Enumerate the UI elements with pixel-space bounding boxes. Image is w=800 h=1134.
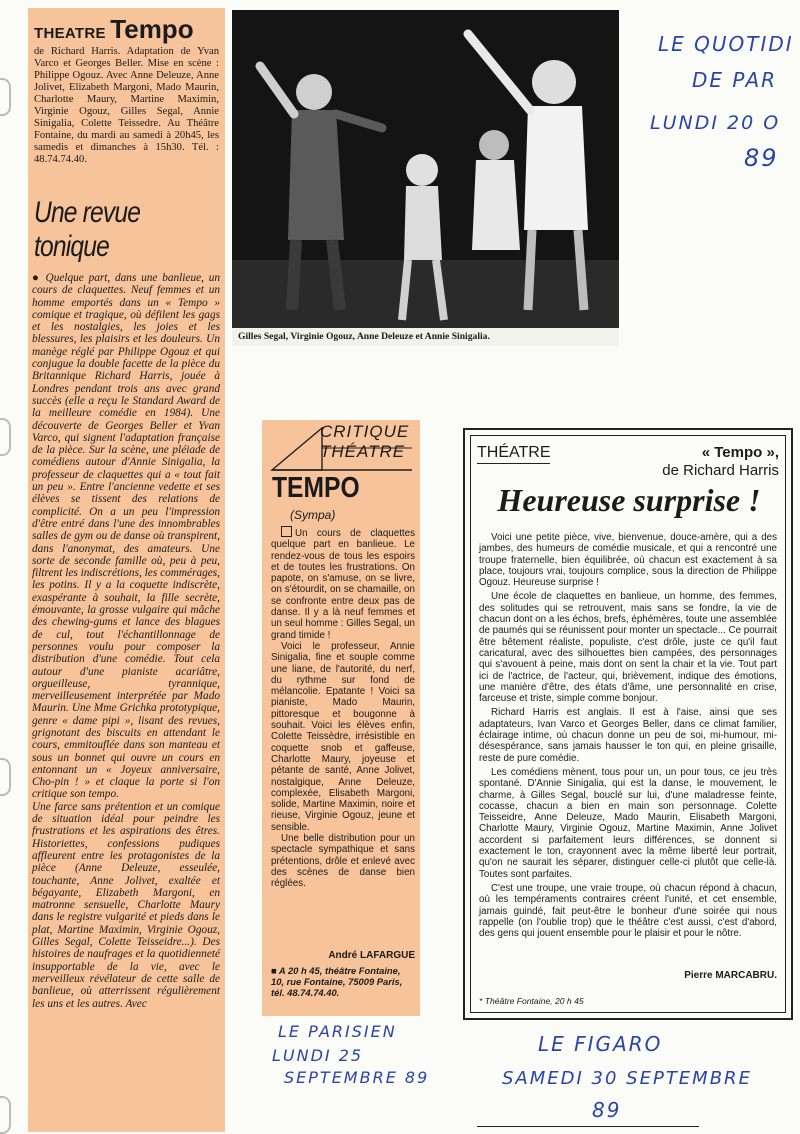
byline: de Richard Harris [662,462,779,479]
handwritten-note: SAMEDI 30 SEPTEMBRE [502,1068,752,1089]
play-title: « Tempo », [701,444,779,461]
clipping-parisien [262,420,420,1016]
article-paragraph: Voici le professeur, Annie Sinigalia, fine et souple comme une liane, de l'autorité, du nerf, du rythme sur fond de mélancolie. Epatante ! Voici sa pianiste, Mado Maurin, pittoresque et bougonne à souhait. Voici les élèves enfin, Colette Teissèdre, irrésistible en coquette snob et gaffeuse, Charlotte Maury, joyeuse et pétante de santé, Anne Jolivet, nostalgique, Anne Deleuze, complexée, Elisabeth Margoni, solide, Martine Maximin, noire et rieuse, Virginie Ogouz, jeune et sensible. [271,640,415,833]
article-paragraph: Une école de claquettes en banlieue, un homme, des femmes, des solitudes qui se retrouvent, mais sans se fondre, la vie de chacun dont on a les échos, brefs, éphémères, toute une assemblée de paumés qui se réunissent pour monter un spectacle... Ce pourrait être bêtement réaliste, populiste, c'est drôle, juste ce qu'il faut caricatural, avec des silhouettes bien campées, des personnages qui s'avouent à peine, mais dont on sent la chair et la vie. Tout part ici de l'actrice, de l'acteur, qui, brièvement, indique des émotions, une manière d'être, des états d'âme, une personnalité en crise, farceuse et triste, simple comme bonjour. [479,591,777,705]
section-label: THEATRE [34,25,106,42]
handwritten-note: LE QUOTIDI [658,32,794,56]
article-paragraph: Les comédiens mènent, tous pour un, un pour tous, ce jeu très spontané. D'Annie Sinigalia, qui est la danse, le mouvement, le charme, à Gilles Segal, bouclé sur lui, d'une maladresse feinte, cocasse, chacun a bien en main son personnage. Colette Teisseidre, Anne Deleuze, Mado Maurin, Elisabeth Margoni, Charlotte Maury, Virginie Ogouz, Martine Maximin, Anne Jolivet accordent si parfaitement leurs différences, se donnent si exactement le ton, crayonnent avec la même liberté leur portrait, qu'on ne saurait les séparer, distinguer celle-ci plutôt que celle-là. Toutes sont parfaites. [479,766,777,880]
kicker-critique: CRITIQUE [320,422,410,441]
stage-photo [232,10,619,346]
handwritten-note: SEPTEMBRE 89 [284,1068,430,1087]
author-name: André LAFARGUE [328,950,415,961]
binder-hole-mark [0,418,11,456]
photo-caption: Gilles Segal, Virginie Ogouz, Anne Deleuze et Annie Sinigalia. [232,328,619,346]
stage-photo-image [232,10,619,328]
binder-hole-mark [0,78,11,116]
handwritten-note: LE PARISIEN [278,1022,397,1041]
play-title: TEMPO [272,472,360,504]
binder-hole-mark [0,1096,11,1134]
square-bullet-icon [281,526,292,537]
article-body [479,532,777,942]
article-paragraph: Une belle distribution pour un spectacle sympathique et sans prétentions, drôle et enlevé avec des scènes de danse bien réglées. [271,833,415,890]
section-label: THÉATRE [477,444,550,464]
venue-footer: * Théâtre Fontaine, 20 h 45 [479,996,584,1006]
article-paragraph: C'est une troupe, une vraie troupe, où chacun répond à chacun, où les tempéraments contraires créent l'unité, et cet ensemble, jamais guindé, fait peut-être le bonheur d'une soirée qui nous rappelle (on l'oublie trop) que le théâtre c'est aussi, c'est d'abord, des gens qui jouent ensemble pour le plaisir et pour le nôtre. [479,882,777,940]
article-headline: Heureuse surprise ! [497,482,761,518]
handwritten-note: LUNDI 20 O [650,112,781,134]
kicker-theatre: THÉATRE [320,442,406,461]
article-paragraph: Richard Harris est anglais. Il est à l'aise, ainsi que ses adaptateurs, Ivan Varco et Georges Beller, dans ce climat familier, éclairage intime, où chacun donne un peu de soi, mi-humour, mi-désespérance, sans jamais hausser le ton qui, en pleine grisaille, reste de pure comédie. [479,707,777,764]
article-body [271,526,415,890]
clipping-figaro [463,428,793,1020]
handwritten-note: LUNDI 25 [272,1046,364,1065]
binder-hole-mark [0,758,11,796]
article-paragraph: Voici une petite pièce, vive, bienvenue, douce-amère, qui a des jambes, des humeurs de comédie musicale, et qui a rencontré une troupe fraternelle, bien équilibrée, où chacun est exactement à sa place, toujours vrai, toujours complice, sous la direction de Philippe Ogouz. Heureuse surprise ! [479,532,777,589]
venue-footer: ■ A 20 h 45, théâtre Fontaine, 10, rue Fontaine, 75009 Paris, tél. 48.74.74.40. [271,965,403,998]
clipping-quotidien [28,8,225,1132]
handwritten-note: 89 [592,1098,622,1122]
divider-line [477,1126,699,1127]
handwritten-note: DE PAR [692,68,778,92]
article-paragraph: Une farce sans prétention et un comique de situation idéal pour peindre les frustrations et les aspirations des êtres. Historiettes, confessions pudiques affleurent entre les protagonistes de la pièce (Anne Deleuze, esseulée, touchante, Anne Jolivet, exaltée et bégayante, Elizabeth Margoni, en matronne sensuelle, Charlotte Maury dans le registre vulgarité et pieds dans le plat, Martine Maximin, Virginie Ogouz, Gilles Segal, Colette Teisseidre...). Des histoires de naufrages et la quotidienneté insupportable de la vie, avec le merveilleux révélateur de cette salle de banlieue, où atterrissent régulièrement les uns et les autres. Avec [32,800,220,1010]
article-paragraph: Un cours de claquettes quelque part en banlieue. Le rendez-vous de tous les espoirs et de toutes les frustrations. On papote, on s'amuse, on se livre, on s'étourdit, on se chamaille, on se confronte entre deux pas de danse. Il y a là neuf femmes et un seul homme : Gilles Segal, un grand timide ! [271,528,415,641]
clipping-title [34,14,194,45]
rating-label: (Sympa) [290,508,336,522]
author-name: Pierre MARCABRU. [684,970,777,981]
handwritten-note: 89 [744,144,779,172]
article-paragraph: ● Quelque part, dans une banlieue, un cours de claquettes. Neuf femmes et un homme emportés dans un « Tempo » comique et tragique, où défilent les gags et les nostalgies, les joies et les blessures, les plaisirs et les douleurs. Un manège réglé par Philippe Ogouz et qui conjugue la double facette de la pièce du Britannique Richard Harris, jouée à Londres pendant trois ans avec grand succès (elle a reçu le Standard Award de la meilleure comédie en 1984). Une découverte de Georges Beller et Yvan Varco, qui signent l'adaptation française de la pièce. Sur la scène, une pléiade de comédiens autour d'Annie Sinigalia, la professeur de claquettes qui a « tout fait un peu ». Entre l'ancienne vedette et ses élèves se tissent des relations de complicité. On a un peu l'impression d'être entré dans l'une des innombrables salles de gym ou de danse où transpirent, dans l'anonymat, des amateurs. Une sorte de seconde famille où, peu à peu, filtrent les indiscrétions, les commérages, les potins. Il y a la coquette indiscrète, exaspérante à souhait, la fille secrète, émouvante, la grosse vulgaire qui mâche des chewing-gums et lance des blagues de cul, tout l'échantillonnage de personnes voulu pour composer la distribution d'une comédie. Tout cela autour d'une pianiste acariâtre, orgueilleuse, tyrannique, merveilleusement interprétée par Mado Maurin. Une Mme Grichka prototypique, genre « dame pipi », lisant des revues, grignotant des biscuits en attendant le cours, emmitouflée dans son manteau et sous un bonnet qui ouvre un cours en entonnant un « Joyeux anniversaire, Cho-pin ! » et claque la porte si l'on critique son tempo. [32,272,220,801]
article-body [32,272,220,1010]
article-headline: Une revue tonique [34,196,141,263]
handwritten-note: LE FIGARO [538,1032,663,1056]
play-title: Tempo [110,14,194,44]
credits-text: de Richard Harris. Adaptation de Yvan Varco et Georges Beller. Mise en scène : Philippe Ogouz. Avec Anne Deleuze, Anne Jolivet, Elizabeth Margoni, Mado Maurin, Charlotte Maury, Martine Maximin, Virginie Ogouz, Gilles Segal, Annie Sinigalia, Colette Teissedre. Au Théâtre Fontaine, du mardi au samedi à 20h45, les samedis et dimanches à 15h30. Tél. : 48.74.74.40. [34,46,219,165]
